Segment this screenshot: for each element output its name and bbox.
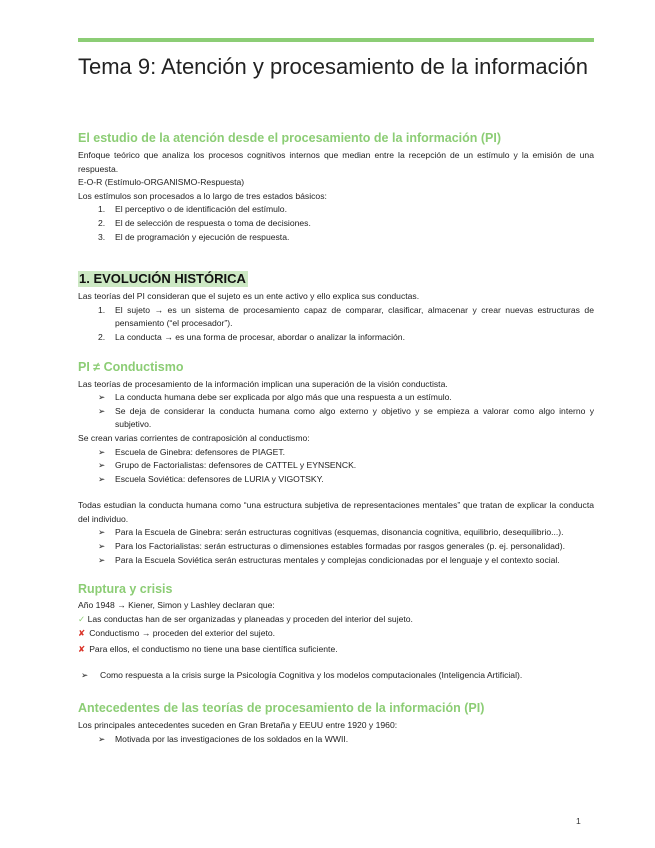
list-item xyxy=(78,459,594,473)
arrow-marker: ➢ xyxy=(98,554,106,565)
list-item-text: Escuela Soviética: defensores de LURIA y VIGOTSKY. xyxy=(115,473,324,484)
top-rule xyxy=(78,38,594,42)
arrow-marker: ➢ xyxy=(98,527,106,538)
list-item-text: Grupo de Factorialistas: defensores de CATTEL y EYNSENCK. xyxy=(115,460,357,471)
list-item xyxy=(78,331,594,345)
list-item-text: Escuela de Ginebra: defensores de PIAGET. xyxy=(115,446,286,457)
arrow-marker: ➢ xyxy=(98,473,106,484)
list-item-text: Para la Escuela de Ginebra: serán estructuras cognitivas (esquemas, disonancia cognitiva, equilibrio, desequilibrio...). xyxy=(115,527,564,538)
paragraph-teorias-pi: Las teorías del PI consideran que el sujeto es un ente activo y ello explica sus conductas. xyxy=(78,291,420,302)
paragraph-enfoque: Enfoque teórico que analiza los procesos cognitivos internos que median entre la recepción de un estímulo y la emisión de una respuesta. xyxy=(78,150,594,174)
list-item-text: El sujeto → es un sistema de procesamiento capaz de comparar, clasificar, almacenar y crear nuevas estructuras de pensamiento (“el procesador”). xyxy=(115,304,594,329)
paragraph-eor: E-O-R (Estímulo-ORGANISMO-Respuesta) xyxy=(78,177,245,188)
cross-line xyxy=(78,626,594,642)
list-item-text: Para los Factorialistas: serán estructuras o dimensiones estables formadas por rasgos generales (p. ej. personalidad). xyxy=(115,541,565,552)
list-item-text: El de selección de respuesta o toma de decisiones. xyxy=(115,217,311,228)
list-item xyxy=(78,733,594,747)
list-item xyxy=(78,554,594,568)
arrow-marker: ➢ xyxy=(98,460,106,471)
cross-line-text: Para ellos, el conductismo no tiene una base científica suficiente. xyxy=(89,644,338,655)
cross-line-text: Conductismo → proceden del exterior del sujeto. xyxy=(89,628,276,639)
list-item xyxy=(78,446,594,460)
paragraph-estructura-subjetiva: Todas estudian la conducta humana como “una estructura subjetiva de representaciones mentales” que tratan de explicar la conducta del individuo. xyxy=(78,500,594,524)
list-marker: 1. xyxy=(98,204,106,215)
list-item xyxy=(78,231,594,245)
paragraph-ano-1948: Año 1948 → Kiener, Simon y Lashley declaran que: xyxy=(78,600,275,611)
paragraph-principales-antecedentes: Los principales antecedentes suceden en Gran Bretaña y EEUU entre 1920 y 1960: xyxy=(78,720,398,731)
list-item xyxy=(78,304,594,331)
check-icon: ✓ xyxy=(78,613,86,624)
arrow-marker: ➢ xyxy=(81,669,89,680)
page-number: 1 xyxy=(576,816,581,826)
list-item xyxy=(78,217,594,231)
list-item xyxy=(78,405,594,432)
cross-line xyxy=(78,642,594,658)
arrow-marker: ➢ xyxy=(98,392,106,403)
check-line xyxy=(78,613,594,627)
list-marker: 3. xyxy=(98,231,106,242)
list-item-text: El de programación y ejecución de respuesta. xyxy=(115,231,290,242)
document-body xyxy=(78,130,594,746)
list-item-text: La conducta humana debe ser explicada por algo más que una respuesta a un estímulo. xyxy=(115,392,452,403)
list-marker: 2. xyxy=(98,331,106,342)
check-line-text: Las conductas han de ser organizadas y planeadas y proceden del interior del sujeto. xyxy=(87,613,413,624)
cross-icon: ✘ xyxy=(78,628,86,639)
list-item-text: Se deja de considerar la conducta humana como algo externo y objetivo y se empieza a valorar como algo interno y subjetivo. xyxy=(115,405,594,430)
list-item-text: Motivada por las investigaciones de los soldados en la WWII. xyxy=(115,733,349,744)
cross-icon: ✘ xyxy=(78,644,86,655)
list-item xyxy=(78,473,594,487)
paragraph-superacion: Las teorías de procesamiento de la información implican una superación de la visión conductista. xyxy=(78,378,448,389)
arrow-marker: ➢ xyxy=(98,733,106,744)
list-marker: 1. xyxy=(98,304,106,315)
heading-pi-conductismo: PI ≠ Conductismo xyxy=(78,359,184,374)
list-item xyxy=(78,669,594,683)
heading-ruptura-crisis: Ruptura y crisis xyxy=(78,582,173,597)
list-item xyxy=(78,526,594,540)
heading-antecedentes: Antecedentes de las teorías de procesamiento de la información (PI) xyxy=(78,701,485,716)
list-item xyxy=(78,391,594,405)
list-item-text: La conducta → es una forma de procesar, abordar o analizar la información. xyxy=(115,331,405,342)
list-item-text: El perceptivo o de identificación del estímulo. xyxy=(115,204,287,215)
list-item xyxy=(78,203,594,217)
list-marker: 2. xyxy=(98,217,106,228)
paragraph-corrientes: Se crean varias corrientes de contraposición al conductismo: xyxy=(78,432,310,443)
arrow-marker: ➢ xyxy=(98,446,106,457)
list-item xyxy=(78,540,594,554)
list-item-text: Para la Escuela Soviética serán estructuras mentales y complejas condicionadas por el lenguaje y el contexto social. xyxy=(115,554,560,565)
arrow-marker: ➢ xyxy=(98,541,106,552)
list-item-text: Como respuesta a la crisis surge la Psicología Cognitiva y los modelos computacionales (Inteligencia Artificial). xyxy=(100,669,523,680)
heading-estudio-atencion: El estudio de la atención desde el procesamiento de la información (PI) xyxy=(78,131,502,145)
heading-evolucion-historica: 1. EVOLUCIÓN HISTÓRICA xyxy=(79,271,246,287)
document-title: Tema 9: Atención y procesamiento de la información xyxy=(78,54,588,79)
paragraph-estados: Los estímulos son procesados a lo largo de tres estados básicos: xyxy=(78,190,327,201)
arrow-marker: ➢ xyxy=(98,405,106,416)
